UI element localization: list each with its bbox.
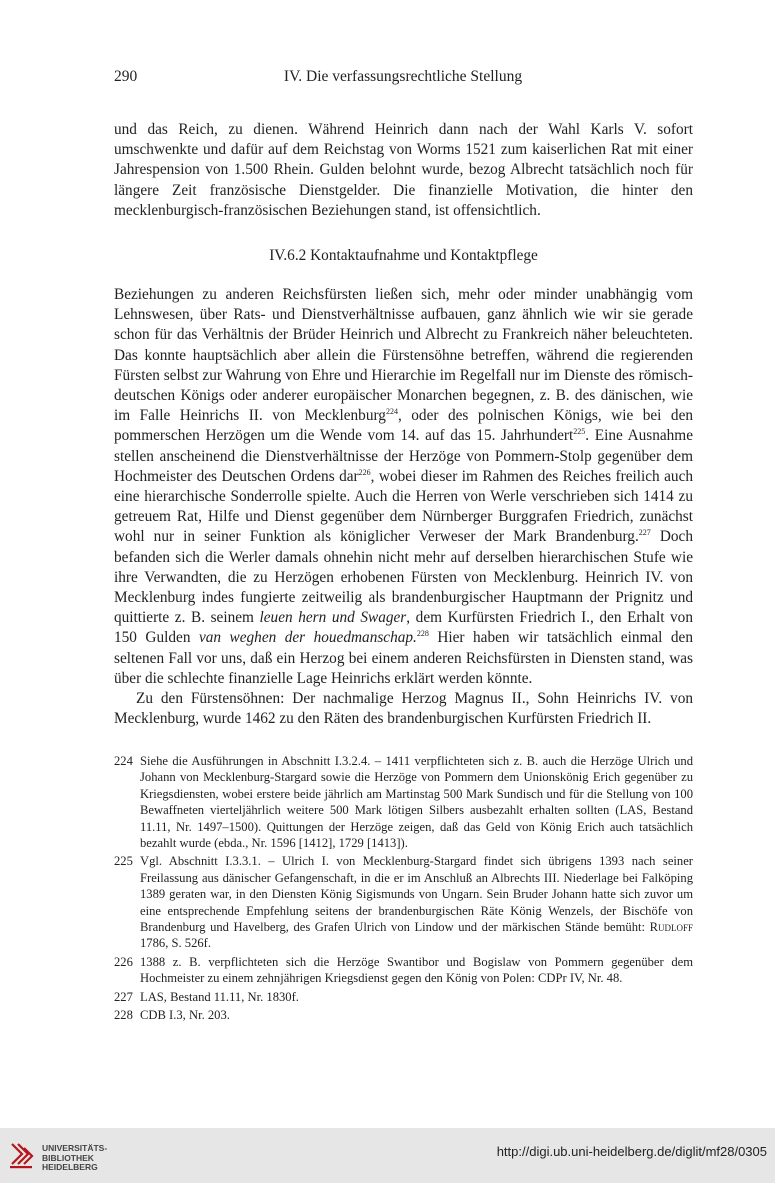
paragraph-1: [114, 285, 693, 689]
footnote-228: [114, 1007, 693, 1023]
main-text: [114, 285, 693, 729]
footnotes: [114, 753, 693, 1026]
footnote-text: Siehe die Ausführungen in Abschnitt I.3.2.4. – 1411 verpflichteten sich z. B. auch die Herzöge Ulrich und Johann von Mecklenburg-Stargard sowie die Herzöge von Pommern dem Unionskönig Erich gegenüber zu Kriegsdiensten, wobei erstere beide jährlich am Martinstag 500 Mark Sundisch und für die Stellung von 100 Bewaffneten vierteljährlich weitere 500 Mark lötigen Silbers ausbezahlt erhalten sollten (LAS, Bestand 11.11, Nr. 1497–1500). Quittungen der Herzöge zeigen, daß das Geld von König Erich auch tatsächlich bezahlt wurde (ebda., Nr. 1596 [1412], 1729 [1413]).: [140, 754, 693, 851]
viewer-footer: [0, 1128, 775, 1183]
logo-line-3: HEIDELBERG: [42, 1162, 98, 1172]
footnote-ref-225[interactable]: 225: [573, 427, 586, 437]
footnote-226: [114, 954, 693, 987]
p1-part-b: , oder des polnischen Königs, wie bei den pommerschen Herzögen um die Wende vom 14. auf das 15. Jahrhundert: [114, 407, 694, 445]
permalink-url[interactable]: http://digi.ub.uni-heidelberg.de/diglit/mf28/0305: [496, 1144, 767, 1159]
footnote-text-a: Vgl. Abschnitt I.3.3.1. – Ulrich I. von Mecklenburg-Stargard findet sich übrigens 1393 nach seiner Freilassung aus dänischer Gefangenschaft, in die er im Anschluß an Albrechts III. Niederlage bei Falköping 1389 geraten war, in den Diensten König Sigismunds von Ungarn. Sein Bruder Johann hatte sich zuvor um eine entsprechende Empfehlung seitens der brandenburgischen Räte König Wenzels, der Bischöfe von Brandenburg und Havelberg, des Grafen Ulrich von Lindow und der märkischen Stände bemüht:: [140, 854, 693, 935]
logo-line-2: BIBLIOTHEK: [42, 1152, 94, 1163]
footnote-number: 224: [114, 754, 133, 768]
footnote-ref-227[interactable]: 227: [638, 528, 651, 538]
running-head: IV. Die verfassungsrechtliche Stellung: [283, 68, 523, 85]
footnote-number: 227: [114, 989, 133, 1004]
footnote-227: [114, 989, 693, 1005]
library-logo-text: [42, 1144, 107, 1173]
footnote-number: 225: [114, 854, 133, 869]
library-logo[interactable]: [8, 1138, 128, 1174]
footnote-text: [140, 853, 693, 951]
p1-part-e: Doch befanden sich die Werler damals ohnehin nicht mehr auf derselben hierarchischen Stufe wie ihre Verwandten, die zu Herzögen erhobenen Fürsten von Mecklenburg. Heinrich IV. von Mecklenburg indes fungierte zeitweilig als brandenburgischer Hauptmann der Prignitz und quittierte z. B. seinem: [114, 528, 693, 627]
p1-part-g: Hier haben wir tatsächlich einmal den seltenen Fall vor uns, daß ein Herzog bei einem anderen Reichsfürsten in Diensten stand, was über die schlechte finanzielle Lage Heinrichs erklärt werden könnte.: [114, 629, 693, 687]
p1-part-f: , dem Kurfürsten Friedrich I., den Erhalt von 150 Gulden: [114, 609, 693, 647]
p1-part-a: Beziehungen zu anderen Reichsfürsten ließen sich, mehr oder minder unabhängig vom Lehnswesen, über Rats- und Dienstverhältnisse aufbauen, ganz ähnlich wie wir sie gerade schon für das Verhältnis der Brüder Heinrich und Albrecht zu Frankreich näher beleuchteten. Das konnte hauptsächlich aber allein die Fürstensöhne betreffen, während die regierenden Fürsten selbst zur Wahrung von Ehre und Hierarchie im Regelfall nur im Dienste des römisch-deutschen Königs oder anderer europäischer Monarchen begegnen, z. B. des dänischen, wie im Falle Heinrichs II. von Mecklenburg: [114, 286, 693, 425]
footnote-ref-228[interactable]: 228: [416, 629, 429, 639]
page-header: [0, 68, 775, 90]
quote-houedmanschap: van weghen der houedmanschap.: [198, 629, 417, 647]
footnote-224: [114, 753, 693, 851]
p1-part-d: , wobei dieser im Rahmen des Reiches freilich auch eine hierarchische Sonderrolle spielte. Auch die Herren von Werle verschrieben sich 1414 zu getreuem Rat, Hilfe und Dienst gegenüber dem Nürnberger Burggrafen Friedrich, zunächst wohl nur in seiner Funktion als königlicher Verweser der Mark Brandenburg.: [114, 467, 694, 546]
footnote-text: CDB I.3, Nr. 203.: [140, 1008, 230, 1023]
footnote-225: [114, 853, 693, 951]
p1-part-c: . Eine Ausnahme stellen anscheinend die Dienstverhältnisse der Herzöge von Pommern-Stolp gegenüber dem Hochmeister des Deutschen Ordens dar: [114, 427, 693, 485]
paragraph-2: Zu den Fürstensöhnen: Der nachmalige Herzog Magnus II., Sohn Heinrichs IV. von Mecklenburg, wurde 1462 zu den Räten des brandenburgischen Kurfürsten Friedrich II.: [114, 690, 693, 728]
footnote-author: Rudloff: [649, 920, 693, 935]
footnote-text: 1388 z. B. verpflichteten sich die Herzöge Swantibor und Bogislaw von Pommern gegenüber dem Hochmeister zu einem zehnjährigen Kriegsdienst gegen den König von Polen: CDPr IV, Nr. 48.: [140, 954, 693, 986]
logo-line-1: UNIVERSITÄTS-: [42, 1143, 108, 1153]
section-heading: IV.6.2 Kontaktaufnahme und Kontaktpflege: [269, 247, 538, 264]
continuation-text: und das Reich, zu dienen. Während Heinrich dann nach der Wahl Karls V. sofort umschwenkte und dafür auf dem Reichstag von Worms 1521 zum kaiserlichen Rat mit einer Jahrespension von 1.500 Rhein. Gulden belohnt wurde, bezog Albrecht tatsächlich noch für längere Zeit französische Dienstgelder. Die finanzielle Motivation, die hinter den mecklenburgisch-französischen Beziehungen stand, ist offensichtlich.: [114, 121, 693, 219]
continuation-paragraph: [114, 120, 693, 221]
page-number: 290: [114, 68, 138, 85]
footnote-number: 226: [114, 954, 133, 969]
footnote-ref-226[interactable]: 226: [358, 467, 371, 477]
footnote-text-b: 1786, S. 526f.: [140, 936, 212, 951]
footnote-text: LAS, Bestand 11.11, Nr. 1830f.: [140, 989, 299, 1004]
library-logo-icon: [8, 1140, 36, 1172]
quote-leuen-hern: leuen hern und Swager: [259, 609, 407, 627]
footnote-ref-224[interactable]: 224: [385, 407, 398, 417]
footnote-number: 228: [114, 1008, 133, 1023]
